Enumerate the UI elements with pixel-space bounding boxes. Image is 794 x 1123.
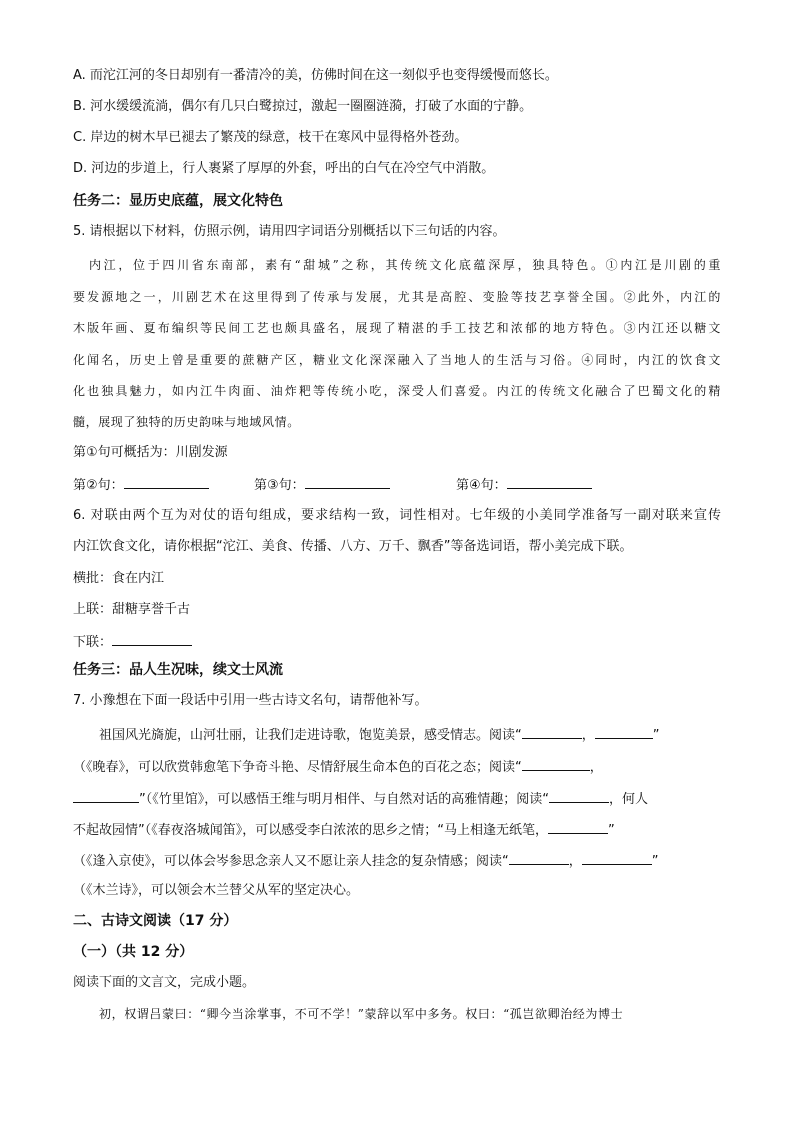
xialian-blank[interactable] <box>112 632 192 646</box>
reading-instruction: 阅读下面的文言文，完成小题。 <box>73 975 256 990</box>
close-quote: ” <box>607 823 615 838</box>
passage-line: 要发源地之一，川剧艺术在这里得到了传承与发展，尤其是高腔、变脸等技艺享誉全国。②此外，内江的 <box>73 290 721 304</box>
option-b: B. 河水缓缓流淌，偶尔有几只白鹭掠过，激起一圈圈涟漪，打破了水面的宁静。 <box>73 99 533 114</box>
poem-line-5 <box>73 851 659 871</box>
passage-line: 化闻名，历史上曾是重要的蔗糖产区，糖业文化深深融入了当地人的生活与习俗。④同时，内江的饮食文 <box>73 353 721 367</box>
couplet-shanglian: 上联：甜糖享誉千古 <box>73 602 191 617</box>
question-6-line: 6. 对联由两个互为对仗的语句组成，要求结构一致，词性相对。七年级的小美同学准备写一副对联来宣传 <box>73 508 721 523</box>
poem-text: 不起故园情”（《春夜洛城闻笛》，可以感受李白浓浓的思乡之情；“马上相逢无纸笔， <box>73 823 548 838</box>
question-7: 7. 小豫想在下面一段话中引用一些古诗文名句，请帮他补写。 <box>73 693 428 708</box>
classical-text-line: 初，权谓吕蒙曰：“卿今当涂掌事，不可不学！”蒙辞以军中多务。权曰：“孤岂欲卿治经为博士 <box>99 1007 624 1021</box>
poem-blank[interactable] <box>73 789 139 803</box>
passage-line: 髓，展现了独特的历史韵味与地域风情。 <box>73 415 300 429</box>
option-a: A. 而沱江河的冬日却别有一番清冷的美，仿佛时间在这一刻似乎也变得缓慢而悠长。 <box>73 68 558 83</box>
question-5: 5. 请根据以下材料，仿照示例，请用四字词语分别概括以下三句话的内容。 <box>73 224 506 239</box>
sentence-4-blank[interactable] <box>507 475 592 489</box>
poem-blank[interactable] <box>522 725 582 739</box>
couplet-xialian-label: 下联： <box>73 635 113 650</box>
poem-blank[interactable] <box>549 789 609 803</box>
poem-line-1 <box>99 725 660 745</box>
poem-line-4 <box>73 820 615 840</box>
poem-blank[interactable] <box>509 851 569 865</box>
part2-subheading: （一）（共 12 分） <box>73 944 194 960</box>
question-6-line: 内江饮食文化，请你根据“沱江、美食、传播、八方、万千、飘香”等备选词语，帮小美完成下联。 <box>73 539 633 554</box>
example-summary: 第①句可概括为：川剧发源 <box>73 445 228 460</box>
sentence-2-row <box>73 475 209 495</box>
couplet-xialian-row <box>73 632 192 652</box>
close-quote: ” <box>651 854 659 869</box>
poem-text: ”（《竹里馆》，可以感悟王维与明月相伴、与自然对话的高雅情趣；阅读“ <box>139 792 549 807</box>
sentence-4-row <box>456 475 592 495</box>
task2-heading: 任务二：显历史底蕴，展文化特色 <box>73 193 283 209</box>
poem-text: （《晚春》，可以欣赏韩愈笔下争奇斗艳、尽情舒展生命本色的百花之态；阅读“ <box>73 760 522 775</box>
comma: ， <box>568 854 582 869</box>
part2-heading: 二、古诗文阅读（17 分） <box>73 913 238 929</box>
task3-heading: 任务三：品人生况味，续文士风流 <box>73 662 283 678</box>
option-c: C. 岸边的树木早已褪去了繁茂的绿意，枝干在寒风中显得格外苍劲。 <box>73 130 468 145</box>
couplet-hengpi: 横批：食在内江 <box>73 571 165 586</box>
comma: ， <box>581 728 595 743</box>
poem-blank[interactable] <box>582 851 652 865</box>
passage-line: 木版年画、夏布编织等民间工艺也颇具盛名，展现了精湛的手工技艺和浓郁的地方特色。③内江还以糖文 <box>73 321 721 335</box>
option-d: D. 河边的步道上，行人裹紧了厚厚的外套，呼出的白气在冷空气中消散。 <box>73 161 495 176</box>
poem-line-3 <box>73 789 648 809</box>
close-quote: ” <box>652 728 660 743</box>
sentence-3-blank[interactable] <box>305 475 390 489</box>
sentence-4-label: 第④句： <box>456 478 507 493</box>
poem-blank[interactable] <box>548 820 608 834</box>
poem-blank[interactable] <box>522 757 590 771</box>
comma: ， <box>589 760 603 775</box>
passage-line: 内江，位于四川省东南部，素有“甜城”之称，其传统文化底蕴深厚，独具特色。①内江是川剧的重 <box>89 258 721 272</box>
poem-line-6: （《木兰诗》，可以领会木兰替父从军的坚定决心。 <box>73 883 360 898</box>
poem-text: ，何人 <box>608 792 648 807</box>
sentence-3-row <box>254 475 390 495</box>
poem-text: 祖国风光旖旎，山河壮丽，让我们走进诗歌，饱览美景，感受情志。阅读“ <box>99 728 522 743</box>
poem-text: （《逢入京使》，可以体会岑参思念亲人又不愿让亲人挂念的复杂情感；阅读“ <box>73 854 509 869</box>
sentence-2-label: 第②句： <box>73 478 124 493</box>
passage-line: 化也独具魅力，如内江牛肉面、油炸粑等传统小吃，深受人们喜爱。内江的传统文化融合了巴蜀文化的精 <box>73 384 721 398</box>
sentence-3-label: 第③句： <box>254 478 305 493</box>
poem-blank[interactable] <box>595 725 653 739</box>
sentence-2-blank[interactable] <box>124 475 209 489</box>
poem-line-2 <box>73 757 603 777</box>
